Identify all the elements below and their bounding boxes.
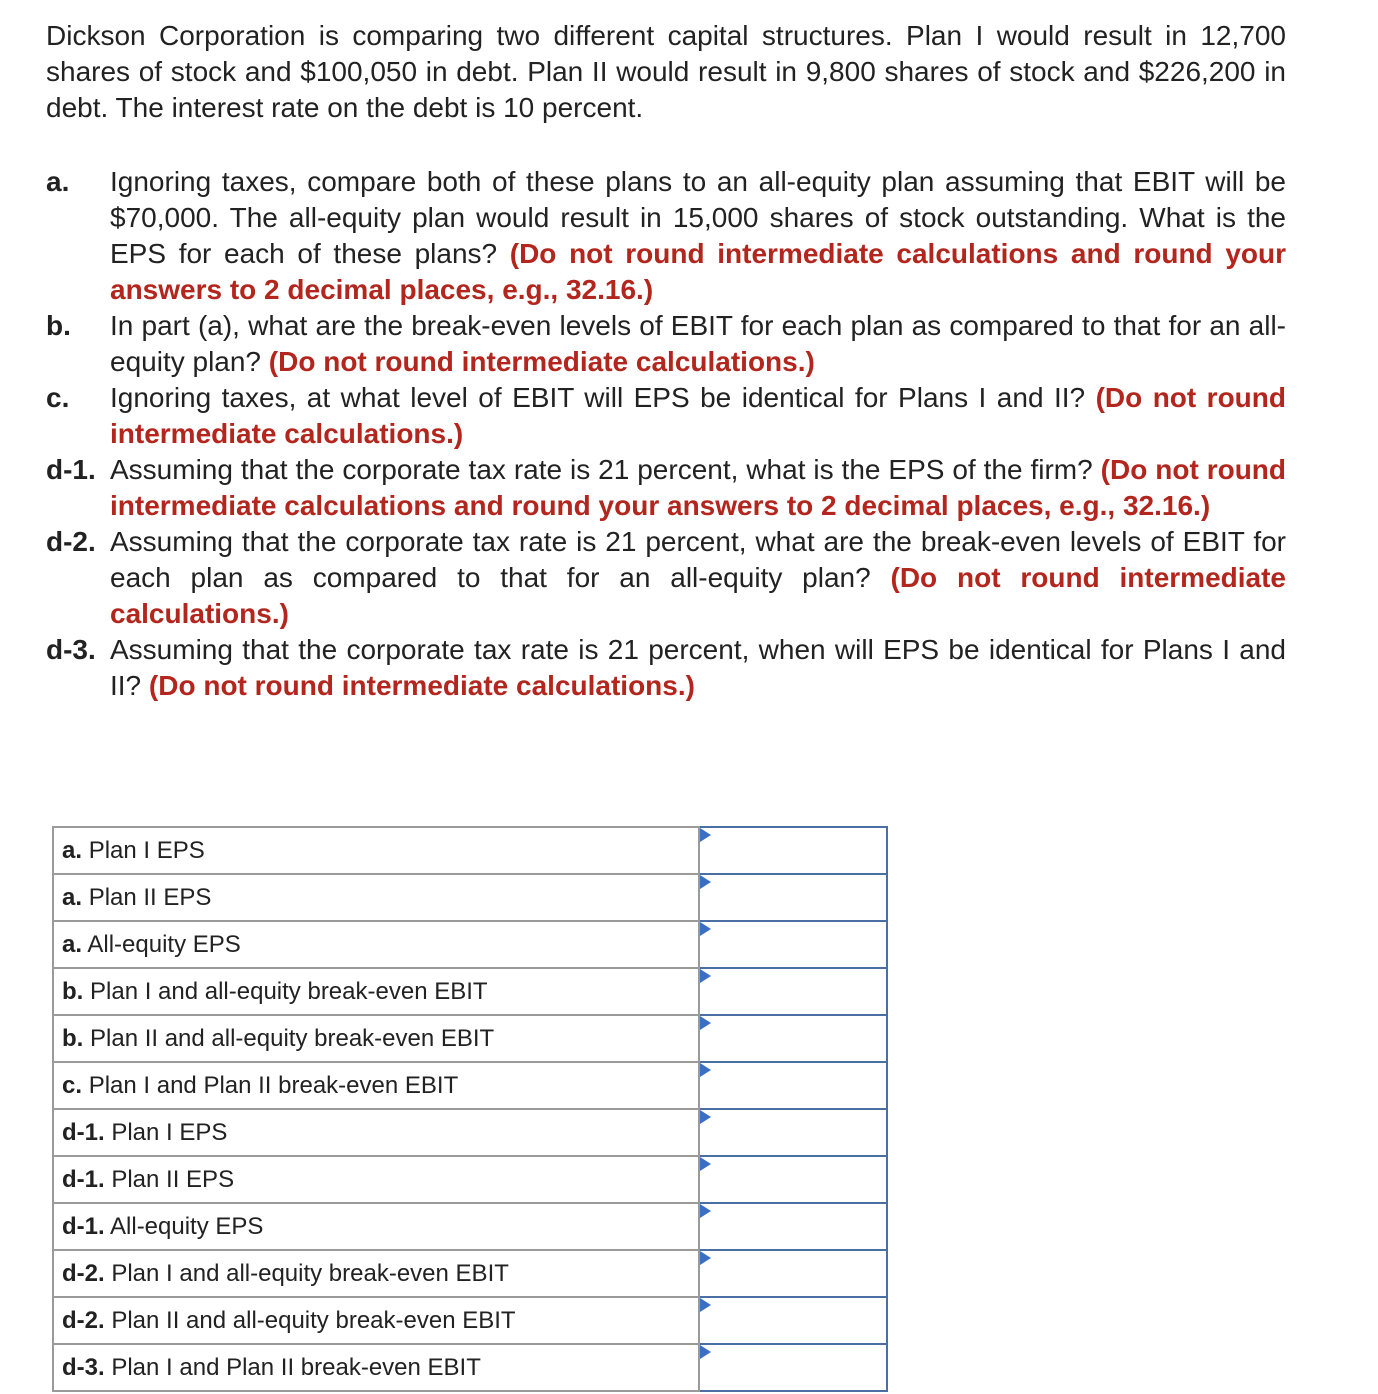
question-item bbox=[46, 524, 1286, 632]
answer-input[interactable] bbox=[700, 969, 886, 1014]
question-item bbox=[46, 380, 1286, 452]
answer-input-cell bbox=[699, 1297, 887, 1344]
answer-input-cell bbox=[699, 1062, 887, 1109]
answer-input[interactable] bbox=[700, 1204, 886, 1249]
answer-row-prefix: a. bbox=[62, 930, 83, 958]
question-list bbox=[46, 164, 1286, 704]
answer-row-prefix: d-2. bbox=[62, 1259, 105, 1287]
answer-row bbox=[53, 874, 887, 921]
question-text: Ignoring taxes, compare both of these plans to an all-equity plan assuming that EBIT will be $70,000. The all-equity plan would result in 15,000 shares of stock outstanding. What is the EPS for each of these plans? bbox=[110, 166, 1286, 269]
answer-row-label bbox=[53, 1015, 699, 1062]
answer-input[interactable] bbox=[700, 1345, 886, 1390]
question-note: (Do not round intermediate calculations.) bbox=[148, 670, 695, 701]
answer-input-cell bbox=[699, 921, 887, 968]
answer-row-prefix: d-3. bbox=[62, 1353, 105, 1381]
answer-row-text: Plan I and all-equity break-even EBIT bbox=[111, 1259, 509, 1287]
answer-row-label bbox=[53, 1250, 699, 1297]
question-item bbox=[46, 452, 1286, 524]
answer-row-text: Plan I and Plan II break-even EBIT bbox=[88, 1071, 459, 1099]
answer-row-label bbox=[53, 1297, 699, 1344]
answer-row-label bbox=[53, 968, 699, 1015]
question-note: (Do not round intermediate calculations and round your answers to 2 decimal places, e.g., 32.16.) bbox=[110, 454, 1287, 521]
answer-row bbox=[53, 1156, 887, 1203]
answer-row-text: Plan II and all-equity break-even EBIT bbox=[111, 1306, 516, 1334]
answer-row-prefix: c. bbox=[62, 1071, 83, 1099]
answer-input[interactable] bbox=[700, 922, 886, 967]
answer-row bbox=[53, 1062, 887, 1109]
answer-row-text: Plan I EPS bbox=[111, 1118, 228, 1146]
answer-row bbox=[53, 1015, 887, 1062]
input-marker-icon bbox=[700, 1298, 711, 1312]
answer-input-cell bbox=[699, 827, 887, 874]
question-text: Assuming that the corporate tax rate is 21 percent, when will EPS be identical for Plans I and II? bbox=[110, 634, 1286, 701]
input-marker-icon bbox=[700, 828, 711, 842]
input-marker-icon bbox=[700, 1345, 711, 1359]
question-note: (Do not round intermediate calculations.) bbox=[110, 382, 1286, 449]
answer-row-prefix: d-1. bbox=[62, 1212, 105, 1240]
question-text: Assuming that the corporate tax rate is 21 percent, what are the break-even levels of EBIT for each plan as compared to that for an all-equity plan? bbox=[110, 526, 1286, 593]
input-marker-icon bbox=[700, 1110, 711, 1124]
question-text: Ignoring taxes, at what level of EBIT will EPS be identical for Plans I and II? bbox=[110, 382, 1086, 413]
question-item bbox=[46, 632, 1286, 704]
answer-row-text: Plan II EPS bbox=[111, 1165, 235, 1193]
answer-row-label bbox=[53, 1344, 699, 1391]
answer-row-label bbox=[53, 1203, 699, 1250]
answer-input-cell bbox=[699, 1344, 887, 1391]
answer-row-text: Plan II EPS bbox=[88, 883, 212, 911]
question-text: Assuming that the corporate tax rate is 21 percent, what is the EPS of the firm? bbox=[110, 454, 1093, 485]
answer-input-cell bbox=[699, 1015, 887, 1062]
answer-input[interactable] bbox=[700, 1298, 886, 1343]
question-note: (Do not round intermediate calculations and round your answers to 2 decimal places, e.g., 32.16.) bbox=[110, 238, 1286, 305]
answer-row-label bbox=[53, 921, 699, 968]
answer-row-label bbox=[53, 1109, 699, 1156]
input-marker-icon bbox=[700, 875, 711, 889]
answer-row-text: Plan I and all-equity break-even EBIT bbox=[90, 977, 488, 1005]
answer-row bbox=[53, 1203, 887, 1250]
answer-input[interactable] bbox=[700, 1157, 886, 1202]
answer-row bbox=[53, 921, 887, 968]
answer-row-prefix: b. bbox=[62, 977, 84, 1005]
answer-input[interactable] bbox=[700, 875, 886, 920]
answer-input-cell bbox=[699, 1250, 887, 1297]
answer-row bbox=[53, 1250, 887, 1297]
answer-row-prefix: d-1. bbox=[62, 1165, 105, 1193]
answer-row-label bbox=[53, 1156, 699, 1203]
question-text: In part (a), what are the break-even levels of EBIT for each plan as compared to that for an all-equity plan? bbox=[110, 310, 1286, 377]
answer-row-prefix: a. bbox=[62, 883, 83, 911]
answer-row bbox=[53, 1109, 887, 1156]
answer-input-cell bbox=[699, 1203, 887, 1250]
answer-input[interactable] bbox=[700, 828, 886, 873]
answer-row-text: Plan I and Plan II break-even EBIT bbox=[111, 1353, 481, 1381]
input-marker-icon bbox=[700, 1063, 711, 1077]
question-label: d-2. bbox=[46, 526, 96, 557]
answer-table bbox=[52, 826, 888, 1392]
answer-input[interactable] bbox=[700, 1251, 886, 1296]
input-marker-icon bbox=[700, 1157, 711, 1171]
answer-row-label bbox=[53, 1062, 699, 1109]
answer-input-cell bbox=[699, 1109, 887, 1156]
answer-row-prefix: d-2. bbox=[62, 1306, 105, 1334]
answer-row-label bbox=[53, 827, 699, 874]
answer-row-prefix: a. bbox=[62, 836, 83, 864]
input-marker-icon bbox=[700, 1016, 711, 1030]
answer-row-prefix: d-1. bbox=[62, 1118, 105, 1146]
answer-row bbox=[53, 968, 887, 1015]
input-marker-icon bbox=[700, 969, 711, 983]
answer-input[interactable] bbox=[700, 1063, 886, 1108]
question-item bbox=[46, 164, 1286, 308]
input-marker-icon bbox=[700, 922, 711, 936]
question-item bbox=[46, 308, 1286, 380]
answer-row-text: All-equity EPS bbox=[87, 930, 241, 958]
input-marker-icon bbox=[700, 1251, 711, 1265]
answer-input-cell bbox=[699, 874, 887, 921]
answer-input[interactable] bbox=[700, 1110, 886, 1155]
answer-row bbox=[53, 1297, 887, 1344]
question-label: d-1. bbox=[46, 454, 96, 485]
question-label: c. bbox=[46, 382, 70, 413]
answer-row-text: All-equity EPS bbox=[110, 1212, 264, 1240]
question-label: d-3. bbox=[46, 634, 96, 665]
question-note: (Do not round intermediate calculations.) bbox=[268, 346, 815, 377]
question-note: (Do not round intermediate calculations.) bbox=[110, 562, 1286, 629]
problem-intro: Dickson Corporation is comparing two different capital structures. Plan I would result in 12,700 shares of stock and $100,050 in debt. Plan II would result in 9,800 shares of stock and $226,200 in debt. The interest rate on the debt is 10 percent. bbox=[46, 20, 1286, 123]
question-label: b. bbox=[46, 310, 71, 341]
answer-row bbox=[53, 1344, 887, 1391]
answer-input[interactable] bbox=[700, 1016, 886, 1061]
answer-row-text: Plan I EPS bbox=[88, 836, 205, 864]
answer-input-cell bbox=[699, 968, 887, 1015]
answer-input-cell bbox=[699, 1156, 887, 1203]
answer-row-text: Plan II and all-equity break-even EBIT bbox=[90, 1024, 495, 1052]
answer-row bbox=[53, 827, 887, 874]
input-marker-icon bbox=[700, 1204, 711, 1218]
answer-row-label bbox=[53, 874, 699, 921]
question-label: a. bbox=[46, 166, 70, 197]
answer-row-prefix: b. bbox=[62, 1024, 84, 1052]
